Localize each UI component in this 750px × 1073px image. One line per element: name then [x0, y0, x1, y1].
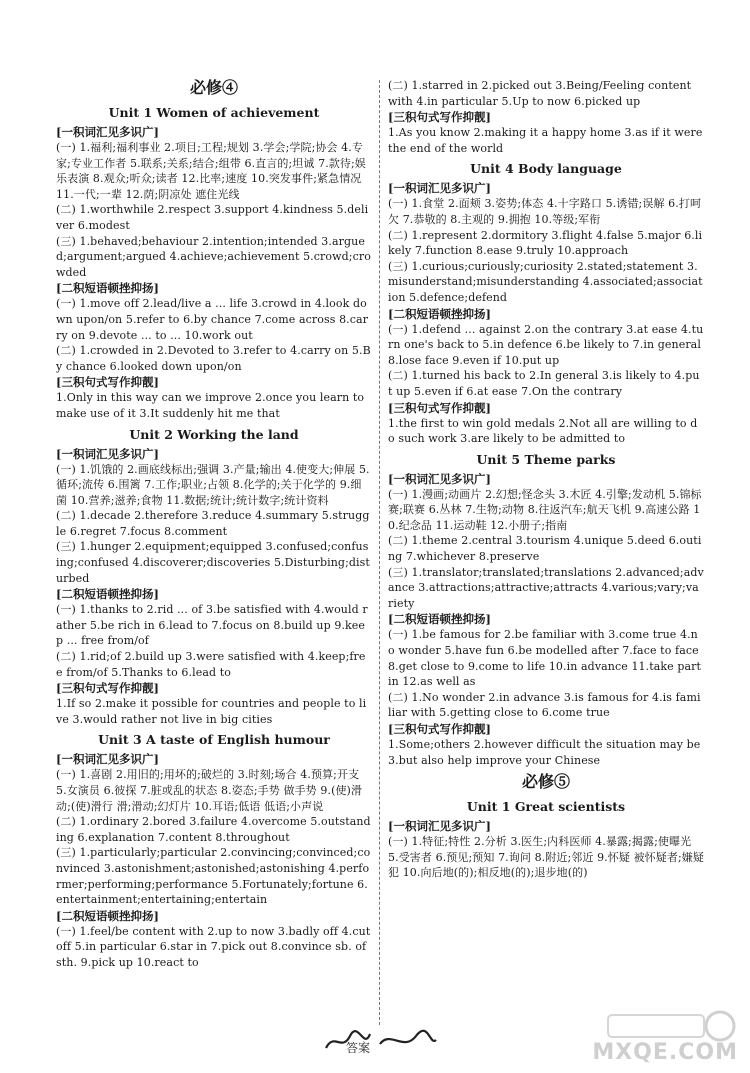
answer-line: 1.As you know 2.making it a happy home 3.as if it were the end of the world: [388, 126, 703, 155]
phrase-section: [388, 307, 704, 400]
answer-line: 1.the first to win gold medals 2.Not all are willing to do such work 3.are likely to be admitted to: [388, 416, 698, 446]
unit-title: Unit 1 Great scientists: [466, 799, 626, 815]
section-heading: [二积短语顿挫抑扬]: [56, 281, 159, 296]
left-column: [56, 78, 372, 1028]
continued-section: [388, 78, 704, 109]
answer-line: (二) 1.turned his back to 2.In general 3.is likely to 4.put up 5.even if 6.at ease 7.On the contrary: [388, 369, 700, 398]
answer-line: (二) 1.No wonder 2.in advance 3.is famous for 4.is familiar with 5.getting close to 6.come true: [388, 690, 701, 720]
unit-title: Unit 5 Theme parks: [476, 451, 616, 467]
section-heading: [一积词汇见多识广]: [388, 471, 491, 486]
answer-line: (一) 1.defend ... against 2.on the contrary 3.at ease 4.turn one's back to 5.in defence 6.be likely to 7.in general 8.lose face 9.even if 10.put up: [388, 322, 704, 367]
unit-title: Unit 4 Body language: [470, 161, 622, 177]
right-column: [388, 78, 704, 1028]
unit-block: [56, 731, 372, 970]
answer-line: (一) 1.食堂 2.面颊 3.姿势;体态 4.十字路口 5.诱错;误解 6.打呵欠 7.恭敬的 8.主观的 9.拥抱 10.等级;军衔: [388, 197, 702, 226]
answer-line: (二) 1.theme 2.central 3.tourism 4.unique 5.deed 6.outing 7.whichever 8.preserve: [388, 534, 702, 564]
answer-line: (一) 1.feel/be content with 2.up to now 3.badly off 4.cut off 5.in particular 6.star in 7.pick out 8.convince sb. of sth. 9.pick up 10.react to: [56, 924, 371, 969]
section-heading: [三积句式写作抑靓]: [388, 400, 491, 415]
unit-block: [388, 798, 704, 881]
answer-line: (一) 1.thanks to 2.rid ... of 3.be satisfied with 4.would rather 5.be rich in 6.lead to 7.focus on 8.build up 9.keep ... free from/of: [56, 603, 368, 648]
answer-line: (二) 1.rid;of 2.build up 3.were satisfied with 4.keep;free from/of 5.Thanks to 6.lead to: [56, 650, 366, 679]
book-title-4: 必修④: [189, 78, 238, 97]
phrase-section: [56, 587, 372, 680]
watermark-logo-icon: [602, 1009, 742, 1043]
section-heading: [一积词汇见多识广]: [56, 752, 159, 767]
vocab-section: [56, 752, 372, 907]
footer-logo: [320, 1022, 440, 1058]
section-heading: [三积句式写作抑靓]: [388, 110, 491, 125]
unit-block: [388, 160, 704, 446]
unit-block: [388, 451, 704, 769]
sentence-section: [388, 722, 704, 768]
vocab-section: [388, 181, 704, 305]
watermark-text: MXQE.COM: [592, 1040, 738, 1065]
answer-line: 1.Only in this way can we improve 2.once you learn to make use of it 3.It suddenly hit me that: [56, 391, 365, 420]
phrase-section: [56, 281, 372, 374]
phrase-section: [56, 909, 372, 971]
answer-line: 1.Some;others 2.however difficult the situation may be 3.but also help improve your Chinese: [388, 738, 701, 767]
answer-line: (二) 1.ordinary 2.bored 3.failure 4.overcome 5.outstanding 6.explanation 7.content 8.throughout: [56, 815, 371, 844]
sentence-section: [56, 375, 372, 421]
answer-line: 1.If so 2.make it possible for countries and people to live 3.would rather not live in big cities: [56, 697, 367, 726]
answer-line: (三) 1.curious;curiously;curiosity 2.stated;statement 3.misunderstand;misunderstanding 4.associated;association 5.defence;defend: [388, 259, 703, 304]
answer-line: (一) 1.move off 2.lead/live a ... life 3.crowd in 4.look down upon/on 5.refer to 6.by chance 7.come across 8.carry on 9.devote ... to ... 10.work out: [56, 297, 369, 342]
unit-title: Unit 2 Working the land: [129, 426, 299, 442]
answer-line: (二) 1.decade 2.therefore 3.reduce 4.summary 5.struggle 6.regret 7.focus 8.comment: [56, 509, 370, 538]
section-heading: [一积词汇见多识广]: [388, 819, 491, 834]
answer-line: (三) 1.behaved;behaviour 2.intention;intended 3.argued;argument;argued 4.achieve;achievement 5.crowd;crowded: [56, 234, 371, 279]
answer-line: (三) 1.translator;translated;translations 2.advanced;advance 3.attractions;attractive;attracts 4.various;vary;variety: [388, 565, 704, 610]
section-heading: [二积短语顿挫抑扬]: [56, 587, 159, 602]
answer-line: (三) 1.particularly;particular 2.convincing;convinced;convinced 3.astonishment;astonished;astonishing 4.performer;performing;performance 5.Fortunately;fortune 6.entertainment;entertaining;entertain: [56, 846, 371, 907]
section-heading: [三积句式写作抑靓]: [56, 375, 159, 390]
section-heading: [二积短语顿挫抑扬]: [388, 306, 491, 321]
answer-line: (二) 1.worthwhile 2.respect 3.support 4.kindness 5.deliver 6.modest: [56, 203, 369, 232]
unit-title: Unit 1 Women of achievement: [108, 105, 320, 120]
answer-line: (一) 1.福利;福利事业 2.项目;工程;规划 3.学会;学院;协会 4.专家;专业工作者 5.联系;关系;结合;组带 6.直言的;坦诚 7.款待;娱乐表演 8.观众;听众;读者 12.比率;速度 10.突发事件;紧急情况 11.一代;一辈 12.荫;阴凉处 遮住光线: [56, 141, 366, 201]
section-heading: [一积词汇见多识广]: [388, 181, 491, 196]
column-divider: [379, 80, 380, 1025]
sentence-section: [388, 401, 704, 447]
unit-block: [56, 104, 372, 422]
book-title-5: 必修⑤: [521, 772, 570, 792]
answer-line: (一) 1.漫画;动画片 2.幻想;怪念头 3.木匠 4.引擎;发动机 5.锦标赛;联赛 6.丛林 7.生物;动物 8.往返汽车;航天飞机 9.高速公路 10.纪念品 11.运动鞋 12.小册子;指南: [388, 487, 702, 532]
section-heading: [一积词汇见多识广]: [56, 125, 159, 139]
footer-text: 答案: [346, 1041, 371, 1055]
phrase-section: [388, 612, 704, 721]
section-heading: [三积句式写作抑靓]: [56, 681, 159, 696]
section-heading: [二积短语顿挫抑扬]: [56, 908, 159, 923]
vocab-section: [56, 447, 372, 587]
answer-line: (一) 1.be famous for 2.be familiar with 3.come true 4.no wonder 5.have fun 6.be modelled after 7.face to face 8.get close to 9.come to life 10.in advance 11.take part in 12.as well as: [388, 628, 702, 689]
sentence-section: [388, 110, 704, 156]
answer-line: (三) 1.hunger 2.equipment;equipped 3.confused;confusing;confused 4.discoverer;discoveries 5.Disturbing;disturbed: [56, 540, 370, 585]
section-heading: [一积词汇见多识广]: [56, 446, 159, 461]
unit-title: Unit 3 A taste of English humour: [98, 732, 330, 748]
watermark: [592, 1009, 742, 1067]
answer-line: (二) 1.represent 2.dormitory 3.flight 4.false 5.major 6.likely 7.function 8.ease 9.truly 10.approach: [388, 228, 703, 258]
unit-block: [56, 426, 372, 728]
answer-line: (二) 1.crowded in 2.Devoted to 3.refer to 4.carry on 5.By chance 6.looked down upon/on: [56, 344, 371, 373]
footer-calligraphy-icon: [320, 1022, 440, 1058]
vocab-section: [56, 125, 372, 280]
section-heading: [二积短语顿挫抑扬]: [388, 612, 491, 627]
answer-line: (一) 1.饥饿的 2.画底线标出;强调 3.产量;输出 4.使变大;伸展 5.循环;流传 6.围篱 7.工作;职业;占领 8.化学的;关于化学的 9.细菌 10.营养;滋养;食物 11.数据;统计;统计数字;统计资料: [56, 462, 370, 507]
section-heading: [三积句式写作抑靓]: [388, 722, 491, 736]
answer-line: (二) 1.starred in 2.picked out 3.Being/Feeling content with 4.in particular 5.Up to now 6.picked up: [388, 79, 692, 108]
sentence-section: [56, 681, 372, 727]
answer-line: (一) 1.特征;特性 2.分析 3.医生;内科医师 4.暴露;揭露;使曝光 5.受害者 6.预见;预知 7.询问 8.附近;邻近 9.怀疑 被怀疑者;嫌疑犯 10.向后地(的);相反地(的);退步地(的): [388, 835, 704, 880]
vocab-section: [388, 819, 704, 881]
answer-line: (一) 1.喜剧 2.用旧的;用坏的;破烂的 3.时刻;场合 4.预算;开支 5.女演员 6.彼探 7.脏或乱的状态 8.姿态;手势 做手势 9.(使)滑动;(使)滑行 滑;滑动;幻灯片 10.耳语;低语 低语;小声说: [56, 768, 363, 813]
vocab-section: [388, 472, 704, 612]
